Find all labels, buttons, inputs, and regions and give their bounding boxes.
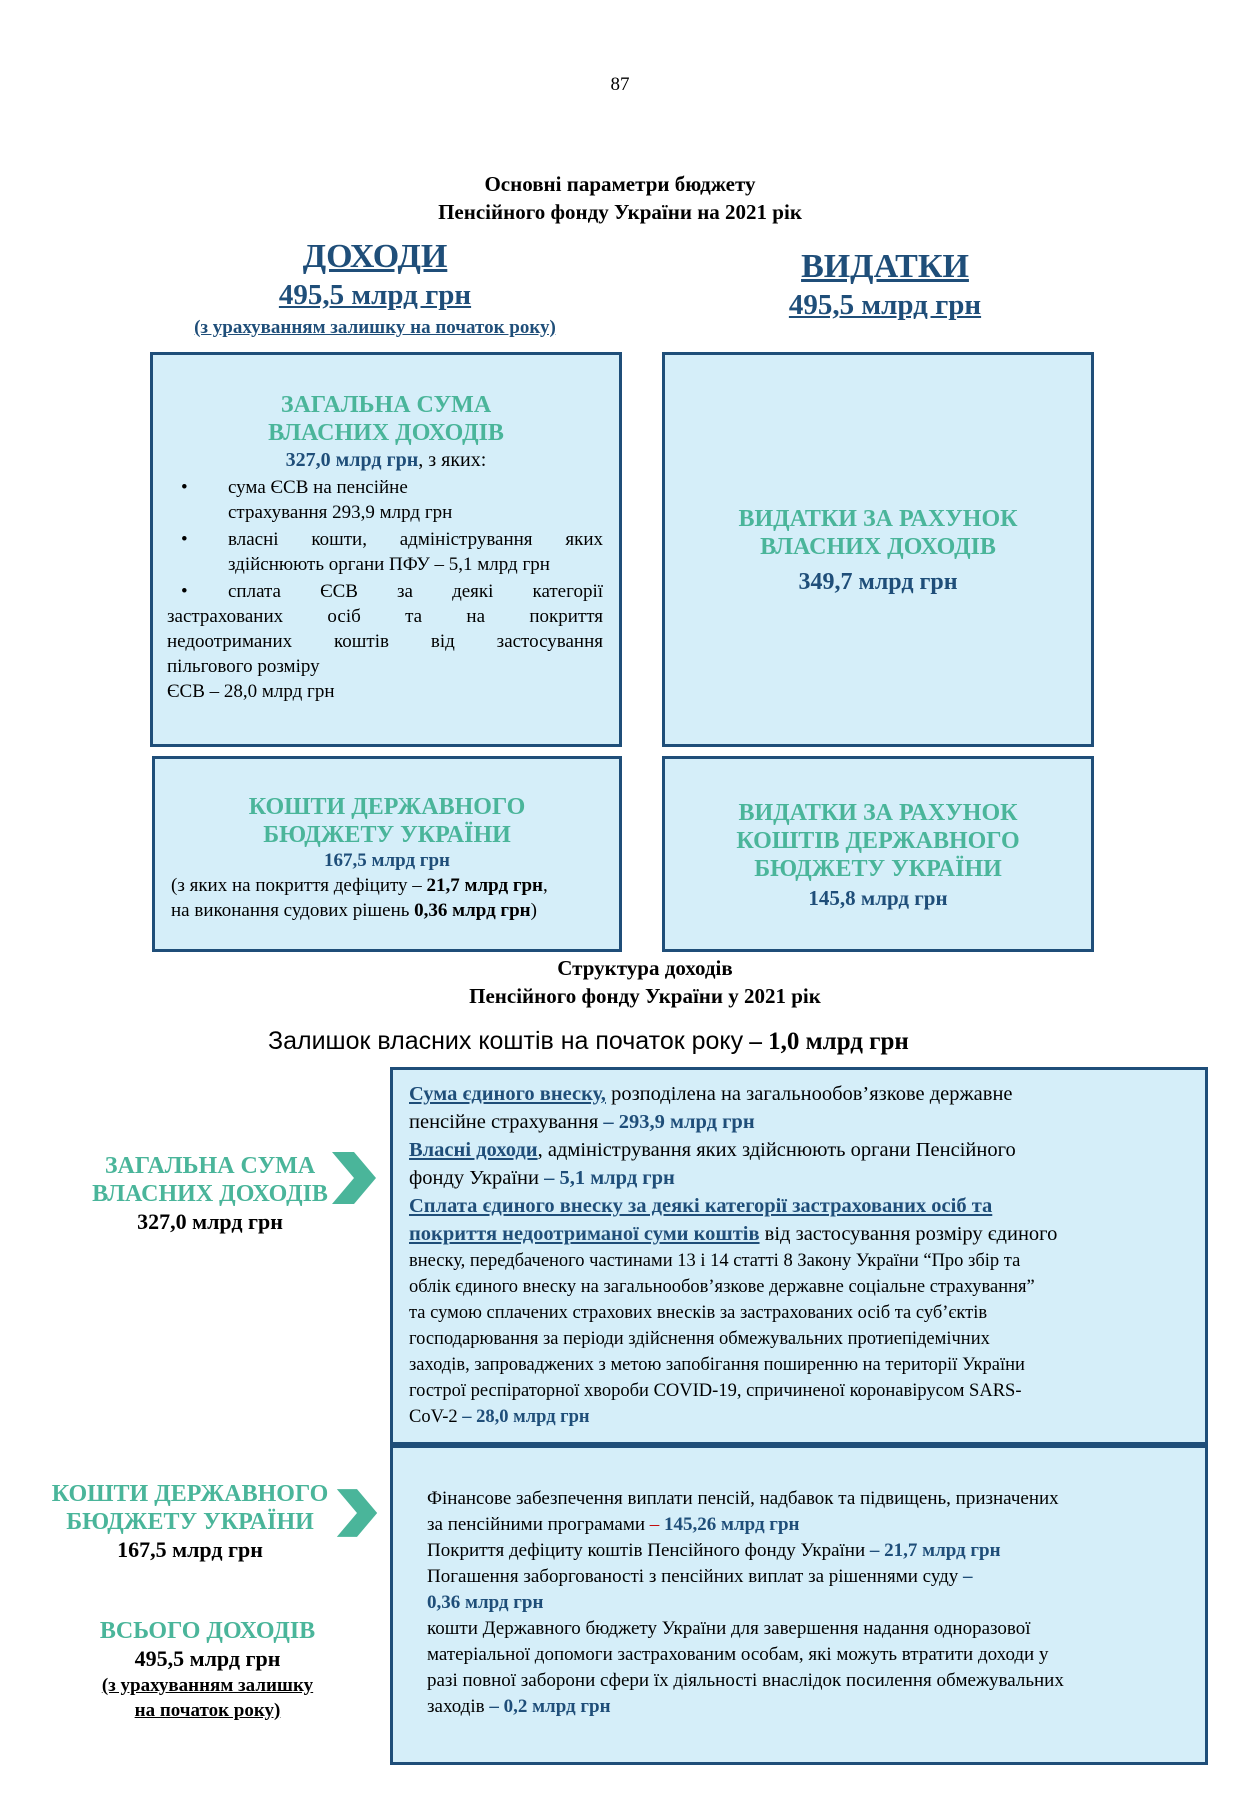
- state-structure-line5: [427, 1590, 1191, 1616]
- state-structure-line2: за пенсійними програмами – 145,26 млрд грн: [427, 1514, 800, 1535]
- state-income-amount: 167,5 млрд грн: [324, 850, 450, 871]
- income-heading-block: [150, 238, 600, 340]
- own-income-title-line1: ЗАГАЛЬНА СУМА: [280, 392, 492, 418]
- income-heading: ДОХОДИ: [302, 238, 448, 275]
- own-income-structure-box: [390, 1067, 1208, 1445]
- state-income-note: [155, 873, 619, 923]
- left-own-amount: 327,0 млрд грн: [137, 1209, 283, 1234]
- own-structure-p1-amount: – 293,9 млрд грн: [603, 1111, 755, 1133]
- own-structure-p1: Сума єдиного внеску, розподілена на загальнообов’язкове державне пенсійне страхування – 293,9 млрд грн: [409, 1083, 1013, 1133]
- page-number: 87: [610, 74, 630, 95]
- left-total-label: [40, 1617, 375, 1723]
- own-income-item-3-line1: сплата ЄСВ за деякі категорії: [228, 581, 603, 602]
- state-structure-line8: разі повної заборони сфери їх діяльності внаслідок посилення обмежувальних: [427, 1670, 1064, 1691]
- state-income-structure-box: [390, 1445, 1208, 1765]
- own-income-item-2-line2: здійснюють органи ПФУ – 5,1 млрд грн: [228, 554, 550, 575]
- own-income-item-3-line4: пільгового розміру: [167, 656, 320, 677]
- own-structure-p3-link1: Сплата єдиного внеску за деякі категорії застрахованих осіб та: [409, 1195, 993, 1217]
- bullet-icon: •: [181, 529, 188, 550]
- state-structure-line6: кошти Державного бюджету України для завершення надання одноразової: [427, 1618, 1031, 1639]
- own-income-item-3: [167, 579, 603, 704]
- left-total-note1: (з урахуванням залишку: [101, 1675, 314, 1696]
- left-total-note2: на початок року): [134, 1700, 281, 1721]
- own-income-title-line2: ВЛАСНИХ ДОХОДІВ: [268, 420, 504, 446]
- structure-title: [160, 954, 1130, 1010]
- own-income-amount-line: [153, 447, 619, 473]
- own-expenses-title-line2: ВЛАСНИХ ДОХОДІВ: [760, 534, 996, 560]
- own-income-amount-suffix: , з яких:: [418, 449, 487, 471]
- left-state-line1: КОШТИ ДЕРЖАВНОГО: [51, 1481, 329, 1507]
- state-expenses-title-line3: БЮДЖЕТУ УКРАЇНИ: [754, 856, 1002, 882]
- own-income-amount: 327,0 млрд грн: [285, 449, 419, 471]
- own-income-item-3-first: [167, 579, 603, 604]
- expenses-heading-block: [660, 248, 1110, 322]
- state-structure-amount-aid: – 0,2 млрд грн: [489, 1696, 611, 1717]
- balance-line-amount: – 1,0 млрд грн: [743, 1028, 909, 1055]
- own-structure-p3: Сплата єдиного внеску за деякі категорії застрахованих осіб та покриття недоотриманої суми коштів від застосування розміру єдиного внеску, передбаченого частинами 13 і 14 статті 8 Закону України “Про збір та облік єдиного внеску на загальнообов’язкове державне соціальне страхування” та сумою сплачених страхових внесків за застрахованих осіб та суб’єктів господарювання за періоди здійснення обмежувальних протиепідемічних заходів, запроваджених з метою запобігання поширенню на території України гострої респіраторної хвороби COVID-19, спричиненої коронавірусом SARS- CoV-2 – 28,0 млрд грн: [409, 1192, 1191, 1430]
- state-income-note-line2: на виконання судових рішень 0,36 млрд грн): [171, 900, 537, 921]
- state-structure-line3: Покриття дефіциту коштів Пенсійного фонду України – 21,7 млрд грн: [427, 1540, 1001, 1561]
- state-structure-amount-deficit: – 21,7 млрд грн: [869, 1540, 1001, 1561]
- state-structure-line4: Погашення заборгованості з пенсійних виплат за рішеннями суду –: [427, 1566, 973, 1587]
- own-income-box: [150, 352, 622, 747]
- own-structure-p2: Власні доходи, адміністрування яких здійснюють органи Пенсійного фонду України – 5,1 млрд грн: [409, 1139, 1016, 1189]
- state-expenses-title: [665, 799, 1091, 883]
- state-structure-amount-court: 0,36 млрд грн: [427, 1592, 544, 1613]
- left-state-line2: БЮДЖЕТУ УКРАЇНИ: [66, 1509, 314, 1535]
- state-expenses-box: [662, 756, 1094, 952]
- chevron-right-icon: [335, 1487, 379, 1539]
- own-income-list: [153, 475, 619, 704]
- page-title-line2: Пенсійного фонду України на 2021 рік: [438, 200, 802, 224]
- own-income-item-2-line1: власні кошти, адміністрування яких: [228, 529, 603, 550]
- own-income-item-1: [167, 475, 603, 525]
- state-income-note-line1: (з яких на покриття дефіциту – 21,7 млрд грн,: [171, 875, 548, 896]
- state-income-title-line2: БЮДЖЕТУ УКРАЇНИ: [263, 822, 511, 848]
- left-state-label: [20, 1480, 360, 1564]
- own-expenses-amount: 349,7 млрд грн: [798, 569, 958, 595]
- state-expenses-title-line1: ВИДАТКИ ЗА РАХУНОК: [738, 800, 1018, 826]
- own-expenses-box: [662, 352, 1094, 747]
- own-expenses-title-line1: ВИДАТКИ ЗА РАХУНОК: [738, 506, 1018, 532]
- structure-title-line1: Структура доходів: [557, 956, 733, 980]
- own-structure-p2-amount: – 5,1 млрд грн: [544, 1167, 675, 1189]
- own-expenses-title: [665, 505, 1091, 561]
- own-income-item-3-line3: недоотриманих коштів від застосування: [167, 631, 603, 652]
- left-own-line2: ВЛАСНИХ ДОХОДІВ: [92, 1181, 328, 1207]
- left-total-line1: ВСЬОГО ДОХОДІВ: [99, 1618, 316, 1644]
- own-structure-p2-link: Власні доходи: [409, 1139, 538, 1161]
- own-structure-p3-amount: – 28,0 млрд грн: [462, 1407, 590, 1427]
- state-income-title-line1: КОШТИ ДЕРЖАВНОГО: [248, 794, 526, 820]
- left-own-label: [40, 1152, 380, 1236]
- bullet-icon: •: [181, 581, 188, 602]
- income-amount: 495,5 млрд грн: [278, 279, 472, 311]
- structure-title-line2: Пенсійного фонду України у 2021 рік: [469, 984, 821, 1008]
- own-income-item-2: [167, 527, 603, 577]
- own-income-item-1-line2: страхування 293,9 млрд грн: [228, 502, 453, 523]
- own-structure-p1-link: Сума єдиного внеску,: [409, 1083, 606, 1105]
- income-note: (з урахуванням залишку на початок року): [194, 317, 556, 338]
- chevron-right-icon: [330, 1150, 378, 1206]
- own-income-item-3-line2: застрахованих осіб та на покриття: [167, 606, 603, 627]
- expenses-amount: 495,5 млрд грн: [788, 289, 982, 321]
- own-income-item-1-line1: сума ЄСВ на пенсійне: [228, 477, 408, 498]
- own-income-title: [153, 391, 619, 447]
- state-income-title: [155, 793, 619, 849]
- own-structure-p3-link2: покриття недоотриманої суми коштів: [409, 1223, 760, 1245]
- state-expenses-title-line2: КОШТІВ ДЕРЖАВНОГО: [736, 828, 1020, 854]
- left-own-line1: ЗАГАЛЬНА СУМА: [104, 1153, 316, 1179]
- state-expenses-amount: 145,8 млрд грн: [808, 886, 948, 910]
- left-state-amount: 167,5 млрд грн: [117, 1537, 263, 1562]
- state-income-box: [152, 756, 622, 952]
- state-structure-amount-pensions: 145,26 млрд грн: [664, 1514, 800, 1535]
- expenses-heading: ВИДАТКИ: [801, 248, 969, 285]
- state-structure-line7: матеріальної допомоги застрахованим особам, які можуть втратити доходи у: [427, 1644, 1049, 1665]
- bullet-icon: •: [181, 477, 188, 498]
- page-title-line1: Основні параметри бюджету: [484, 172, 756, 196]
- own-income-item-3-line5: ЄСВ – 28,0 млрд грн: [167, 681, 335, 702]
- balance-line-text: Залишок власних коштів на початок року: [268, 1027, 744, 1055]
- state-structure-line1: Фінансове забезпечення виплати пенсій, надбавок та підвищень, призначених: [427, 1488, 1059, 1509]
- balance-line: [268, 1025, 1168, 1058]
- left-total-amount: 495,5 млрд грн: [134, 1646, 281, 1671]
- state-structure-line9: заходів – 0,2 млрд грн: [427, 1696, 611, 1717]
- page-title: [0, 170, 1240, 226]
